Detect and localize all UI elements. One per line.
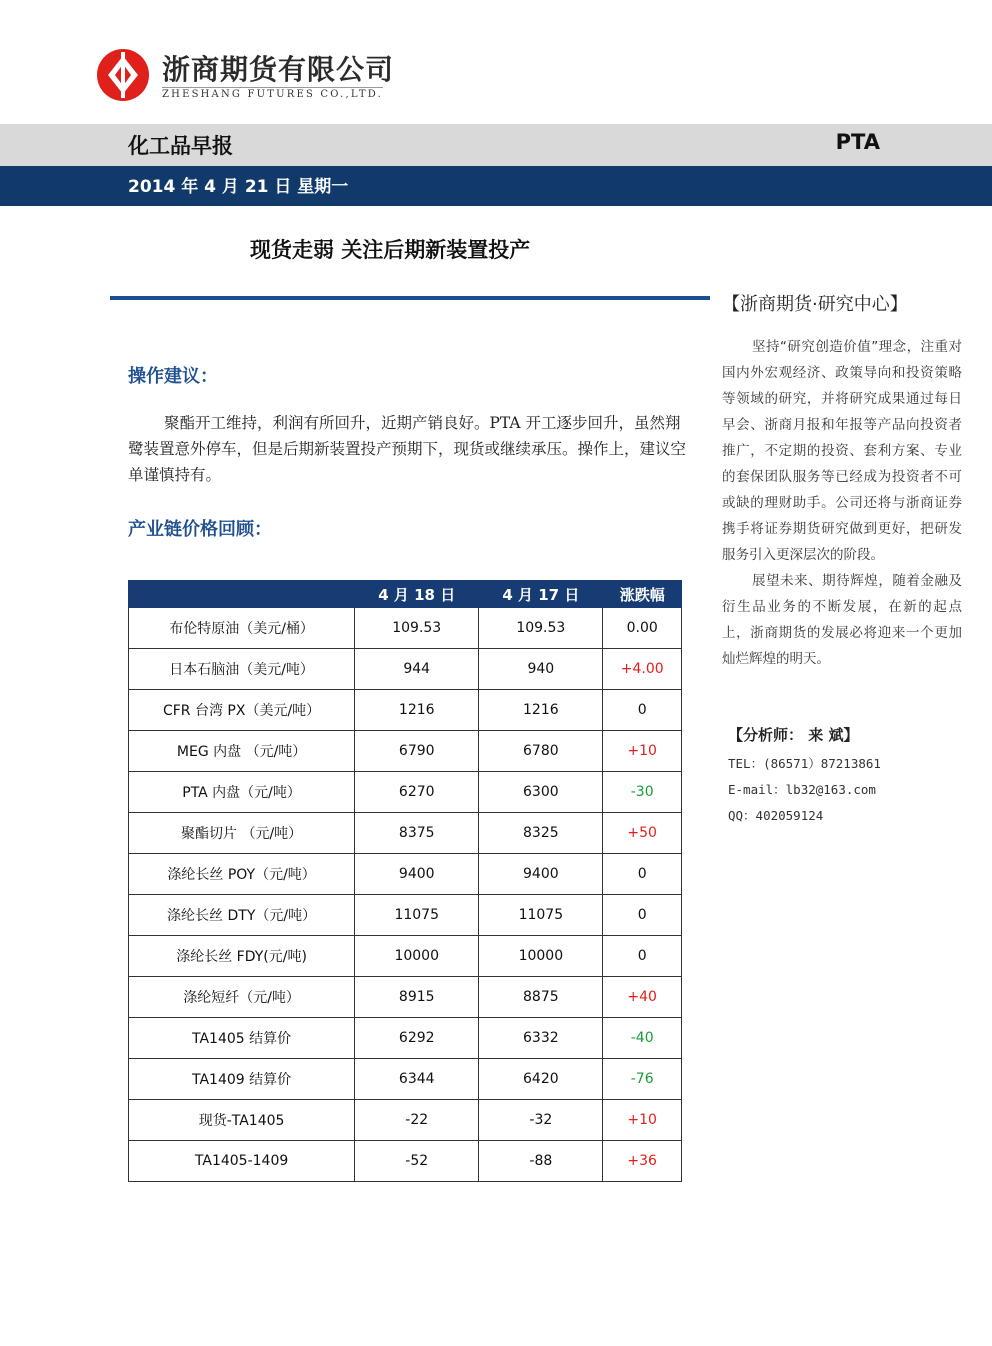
row-date1-cell: 6270 (355, 772, 479, 813)
row-name-cell: PTA 内盘（元/吨） (129, 772, 355, 813)
row-name-cell: TA1405-1409 (129, 1141, 355, 1182)
headline: 现货走弱 关注后期新装置投产 (250, 238, 531, 262)
company-name-en: ZHESHANG FUTURES CO.,LTD. (162, 89, 383, 100)
row-change-cell: -76 (603, 1059, 682, 1100)
row-name-cell: 日本石脑油（美元/吨） (129, 649, 355, 690)
research-center-outlook: 展望未来、期待辉煌，随着金融及衍生品业务的不断发展，在新的起点上，浙商期货的发展必将迎来一个更加灿烂辉煌的明天。 (722, 573, 962, 667)
row-date1-cell: 6292 (355, 1018, 479, 1059)
product-tag: PTA (835, 130, 880, 154)
table-row (129, 772, 682, 813)
row-date2-cell: 6780 (479, 731, 603, 772)
row-date2-cell: 11075 (479, 895, 603, 936)
row-date2-cell: 9400 (479, 854, 603, 895)
row-date2-cell: 10000 (479, 936, 603, 977)
row-date2-cell: 6332 (479, 1018, 603, 1059)
row-date2-cell: 1216 (479, 690, 603, 731)
row-date1-cell: 10000 (355, 936, 479, 977)
row-change-cell: 0.00 (603, 608, 682, 649)
row-name-cell: CFR 台湾 PX（美元/吨） (129, 690, 355, 731)
advice-text: 聚酯开工维持，利润有所回升，近期产销良好。PTA 开工逐步回升，虽然翔鹭装置意外停车，但是后期新装置投产预期下，现货或继续承压。操作上，建议空单谨慎持有。 (128, 414, 687, 484)
row-name-cell: 现货-TA1405 (129, 1100, 355, 1141)
table-row (129, 936, 682, 977)
analyst-email: E-mail：lb32@163.com (728, 782, 876, 797)
row-date1-cell: 8375 (355, 813, 479, 854)
row-change-cell: -40 (603, 1018, 682, 1059)
logo-emblem-icon (96, 48, 150, 102)
row-change-cell: +36 (603, 1141, 682, 1182)
row-change-cell: 0 (603, 936, 682, 977)
row-name-cell: 聚酯切片 （元/吨） (129, 813, 355, 854)
row-date1-cell: 6344 (355, 1059, 479, 1100)
row-date1-cell: 9400 (355, 854, 479, 895)
row-date2-cell: -32 (479, 1100, 603, 1141)
row-date1-cell: 8915 (355, 977, 479, 1018)
company-name-cn: 浙商期货有限公司 (162, 53, 395, 86)
analyst-tel: TEL：(86571）87213861 (728, 756, 881, 771)
analyst-qq: QQ：402059124 (728, 808, 824, 823)
row-date1-cell: 1216 (355, 690, 479, 731)
table-row (129, 608, 682, 649)
analyst-heading: 【分析师： 来 斌】 (728, 726, 859, 744)
row-name-cell: 涤纶长丝 DTY（元/吨） (129, 895, 355, 936)
row-date2-cell: 109.53 (479, 608, 603, 649)
table-row (129, 731, 682, 772)
col-header-date2: 4 月 17 日 (479, 581, 603, 608)
report-date: 2014 年 4 月 21 日 星期一 (128, 177, 349, 197)
row-date1-cell: -52 (355, 1141, 479, 1182)
review-heading: 产业链价格回顾： (128, 519, 272, 540)
price-table (128, 580, 682, 1182)
row-change-cell: 0 (603, 895, 682, 936)
table-row (129, 977, 682, 1018)
report-title: 化工品早报 (128, 134, 233, 158)
row-date2-cell: 940 (479, 649, 603, 690)
row-date2-cell: 6300 (479, 772, 603, 813)
row-name-cell: 涤纶长丝 POY（元/吨） (129, 854, 355, 895)
analyst-contact (728, 724, 968, 829)
table-row (129, 1141, 682, 1182)
research-center-intro: 坚持“研究创造价值”理念，注重对国内外宏观经济、政策导向和投资策略等领域的研究，并将研究成果通过每日早会、浙商月报和年报等产品向投资者推广，不定期的投资、套利方案、专业的套保团队服务等已经成为投资者不可或缺的理财助手。公司还将与浙商证券携手将证券期货研究做到更好，把研发服务引入更深层次的阶段。 (722, 339, 962, 563)
table-header-row (129, 581, 682, 608)
row-name-cell: 涤纶长丝 FDY(元/吨) (129, 936, 355, 977)
col-header-date1: 4 月 18 日 (355, 581, 479, 608)
table-row (129, 895, 682, 936)
row-change-cell: +50 (603, 813, 682, 854)
row-name-cell: TA1409 结算价 (129, 1059, 355, 1100)
row-change-cell: +10 (603, 1100, 682, 1141)
table-row (129, 1059, 682, 1100)
row-name-cell: 涤纶短纤（元/吨） (129, 977, 355, 1018)
table-row (129, 1018, 682, 1059)
col-header-change: 涨跌幅 (603, 581, 682, 608)
row-change-cell: 0 (603, 854, 682, 895)
row-change-cell: -30 (603, 772, 682, 813)
row-date2-cell: 8325 (479, 813, 603, 854)
table-row (129, 854, 682, 895)
table-row (129, 1100, 682, 1141)
row-date1-cell: -22 (355, 1100, 479, 1141)
row-date2-cell: -88 (479, 1141, 603, 1182)
row-date1-cell: 944 (355, 649, 479, 690)
company-logo (96, 44, 395, 106)
table-row (129, 690, 682, 731)
col-header-name (129, 581, 355, 608)
row-date1-cell: 109.53 (355, 608, 479, 649)
row-name-cell: 布伦特原油（美元/桶） (129, 608, 355, 649)
row-date2-cell: 8875 (479, 977, 603, 1018)
row-name-cell: TA1405 结算价 (129, 1018, 355, 1059)
row-change-cell: +4.00 (603, 649, 682, 690)
table-row (129, 649, 682, 690)
row-change-cell: +40 (603, 977, 682, 1018)
row-date1-cell: 11075 (355, 895, 479, 936)
table-row (129, 813, 682, 854)
research-center-title: 【浙商期货·研究中心】 (722, 294, 908, 315)
row-date2-cell: 6420 (479, 1059, 603, 1100)
row-name-cell: MEG 内盘 （元/吨） (129, 731, 355, 772)
row-change-cell: +10 (603, 731, 682, 772)
advice-heading: 操作建议： (128, 366, 218, 387)
row-date1-cell: 6790 (355, 731, 479, 772)
row-change-cell: 0 (603, 690, 682, 731)
research-center-panel (722, 290, 962, 672)
headline-rule (110, 296, 710, 300)
